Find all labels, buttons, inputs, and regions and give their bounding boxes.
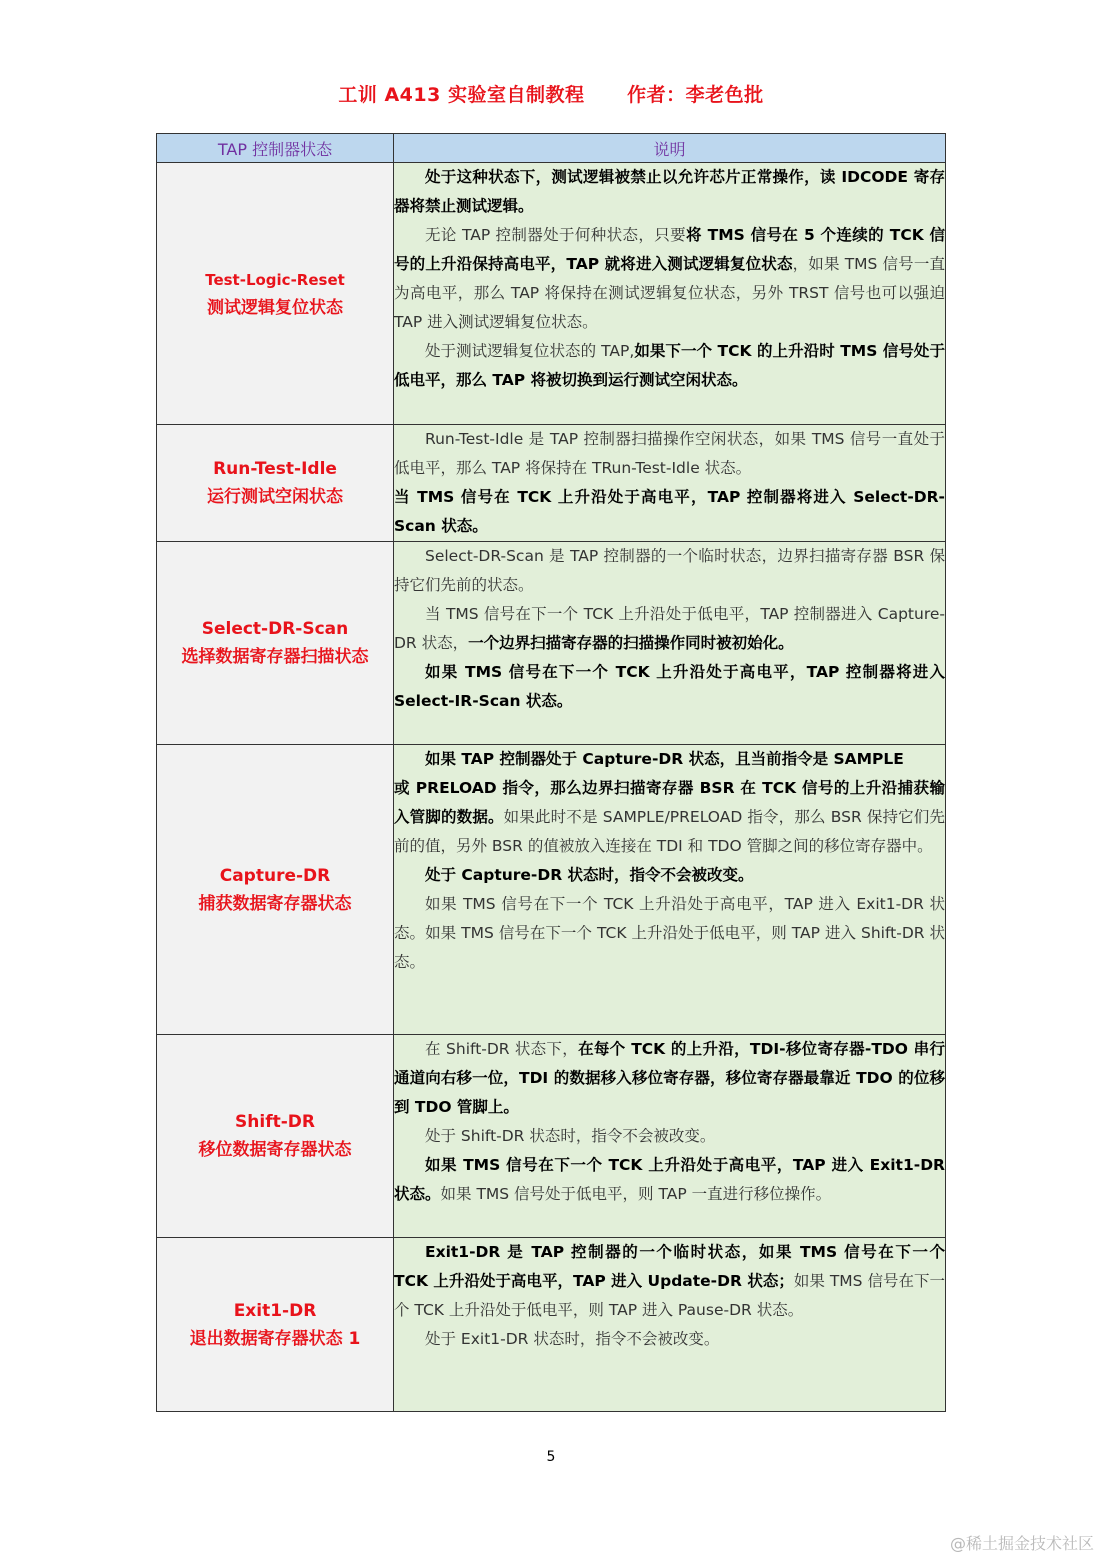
- description-paragraph: [394, 1238, 945, 1325]
- state-description: [394, 163, 946, 425]
- description-text: 当 TMS 信号在下一个 TCK 上升沿处于低电平，TAP 控制器进入 Capture-DR 状态，: [394, 605, 945, 652]
- description-paragraph: [394, 425, 945, 483]
- tap-state-table: [156, 133, 946, 1412]
- table-row: [157, 1238, 946, 1412]
- description-paragraph: [394, 337, 945, 395]
- description-text: 处于测试逻辑复位状态的 TAP,: [425, 342, 635, 360]
- state-description: [394, 745, 946, 1035]
- emphasis-text: 如果 TAP 控制器处于 Capture-DR 状态，且当前指令是 SAMPLE: [425, 750, 904, 768]
- state-name-cell: [157, 1238, 394, 1412]
- emphasis-text: 将 TMS 信号在 5 个连续的 TCK 信号的上升沿保持高电平，TAP 就将进入测试逻辑复位状态: [394, 226, 945, 273]
- description-text: 在 Shift-DR 状态下，: [425, 1040, 579, 1058]
- state-name-zh: 退出数据寄存器状态 1: [189, 1328, 361, 1349]
- table-row: [157, 1035, 946, 1238]
- emphasis-text: 当 TMS 信号在 TCK 上升沿处于高电平，TAP 控制器将进入 Select-DR-Scan 状态。: [394, 488, 945, 535]
- description-paragraph: [394, 1122, 945, 1151]
- state-name-en: Test-Logic-Reset: [205, 270, 345, 289]
- description-text: 如果 TMS 信号处于低电平，则 TAP 一直进行移位操作。: [440, 1185, 832, 1203]
- description-paragraph: [394, 745, 945, 774]
- description-paragraph: [394, 1325, 945, 1354]
- state-name-cell: [157, 745, 394, 1035]
- state-name-zh: 捕获数据寄存器状态: [198, 893, 352, 914]
- description-paragraph: [394, 890, 945, 977]
- description-text: 如果此时不是 SAMPLE/PRELOAD 指令，那么 BSR 保持它们先前的值，另外 BSR 的值被放入连接在 TDI 和 TDO 管脚之间的移位寄存器中。: [394, 808, 945, 855]
- description-paragraph: [394, 1035, 945, 1122]
- state-name-zh: 运行测试空闲状态: [207, 487, 343, 507]
- state-name-en: Shift-DR: [235, 1112, 315, 1132]
- emphasis-text: 在每个 TCK 的上升沿，TDI-移位寄存器-TDO 串行通道向右移一位，TDI 的数据移入移位寄存器，移位寄存器最靠近 TDO 的位移到 TDO 管脚上。: [394, 1040, 945, 1116]
- state-name-en: Capture-DR: [219, 865, 331, 886]
- description-paragraph: [394, 774, 945, 861]
- state-name-en: Run-Test-Idle: [213, 459, 337, 479]
- state-description: [394, 542, 946, 745]
- state-description: [394, 1035, 946, 1238]
- column-header-state: TAP 控制器状态: [157, 134, 394, 163]
- description-text: ，如果 TMS 信号一直为高电平，那么 TAP 将保持在测试逻辑复位状态，另外 TRST 信号也可以强迫 TAP 进入测试逻辑复位状态。: [394, 255, 945, 331]
- description-paragraph: [394, 658, 945, 716]
- table-row: [157, 425, 946, 542]
- state-description: [394, 1238, 946, 1412]
- description-paragraph: [394, 542, 945, 600]
- emphasis-text: 一个边界扫描寄存器的扫描操作同时被初始化。: [468, 634, 794, 652]
- table-row: [157, 542, 946, 745]
- description-text: Select-DR-Scan 是 TAP 控制器的一个临时状态，边界扫描寄存器 BSR 保持它们先前的状态。: [394, 547, 945, 594]
- state-name-zh: 移位数据寄存器状态: [198, 1140, 352, 1160]
- emphasis-text: 处于 Capture-DR 状态时，指令不会被改变。: [425, 866, 754, 884]
- state-name-en: Exit1-DR: [233, 1300, 317, 1321]
- description-text: 处于 Shift-DR 状态时，指令不会被改变。: [425, 1127, 716, 1145]
- emphasis-text: 如果下一个 TCK 的上升沿时 TMS 信号处于低电平，那么 TAP 将被切换到运行测试空闲状态。: [394, 342, 945, 389]
- description-paragraph: [394, 163, 945, 221]
- emphasis-text: 如果 TMS 信号在下一个 TCK 上升沿处于高电平，TAP 控制器将进入 Select-IR-Scan 状态。: [394, 663, 945, 710]
- table-row: [157, 745, 946, 1035]
- description-paragraph: [394, 600, 945, 658]
- description-text: Run-Test-Idle 是 TAP 控制器扫描操作空闲状态，如果 TMS 信号一直处于低电平，那么 TAP 将保持在 TRun-Test-Idle 状态。: [394, 430, 945, 477]
- state-description: [394, 425, 946, 542]
- description-text: 如果 TMS 信号在下一个 TCK 上升沿处于低电平，则 TAP 进入 Pause-DR 状态。: [394, 1272, 945, 1319]
- description-text: 无论 TAP 控制器处于何种状态，只要: [425, 226, 687, 244]
- table-row: [157, 163, 946, 425]
- state-name-zh: 选择数据寄存器扫描状态: [181, 647, 369, 667]
- description-paragraph: [394, 1151, 945, 1209]
- description-paragraph: [394, 483, 945, 541]
- emphasis-text: Exit1-DR 是 TAP 控制器的一个临时状态，如果 TMS 信号在下一个 TCK 上升沿处于高电平，TAP 进入 Update-DR 状态；: [394, 1243, 945, 1290]
- emphasis-text: 如果 TMS 信号在下一个 TCK 上升沿处于高电平，TAP 进入 Exit1-DR 状态。: [394, 1156, 945, 1203]
- state-name-cell: [157, 425, 394, 542]
- page-number: 5: [546, 1449, 556, 1465]
- column-header-description: 说明: [394, 134, 946, 163]
- state-name-cell: [157, 1035, 394, 1238]
- description-paragraph: [394, 861, 945, 890]
- state-name-cell: [157, 163, 394, 425]
- description-paragraph: [394, 221, 945, 337]
- state-name-cell: [157, 542, 394, 745]
- emphasis-text: 处于这种状态下，测试逻辑被禁止以允许芯片正常操作，读 IDCODE 寄存器将禁止测试逻辑。: [394, 168, 945, 215]
- description-text: 如果 TMS 信号在下一个 TCK 上升沿处于高电平，TAP 进入 Exit1-DR 状态。如果 TMS 信号在下一个 TCK 上升沿处于低电平，则 TAP 进入 Shift-DR 状态。: [394, 895, 945, 971]
- state-name-zh: 测试逻辑复位状态: [207, 297, 343, 318]
- page-title: 工训 A413 实验室自制教程 作者：李老色批: [338, 84, 764, 106]
- description-text: 处于 Exit1-DR 状态时，指令不会被改变。: [425, 1330, 720, 1348]
- state-name-en: Select-DR-Scan: [201, 619, 349, 639]
- table-header-row: [157, 134, 946, 163]
- emphasis-text: 或 PRELOAD 指令，那么边界扫描寄存器 BSR 在 TCK 信号的上升沿捕获输入管脚的数据。: [394, 779, 945, 826]
- watermark: @稀土掘金技术社区: [949, 1534, 1094, 1553]
